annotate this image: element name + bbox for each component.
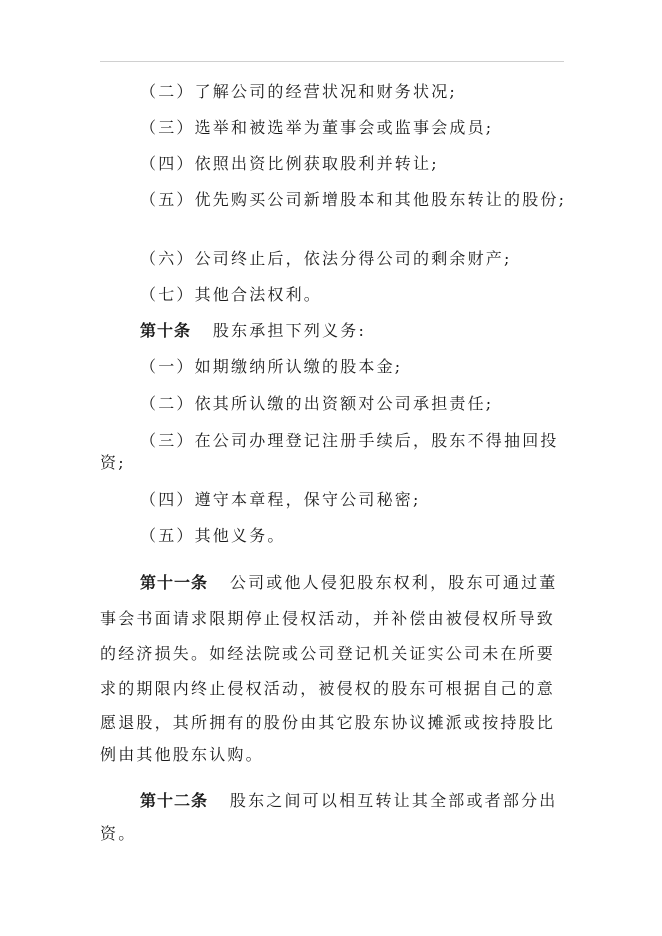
article-12-line-2: 资。 bbox=[100, 824, 137, 843]
article-11-line-3: 的经济损失。如经法院或公司登记机关证实公司未在所要 bbox=[100, 644, 556, 663]
duty-item-4: （四）遵守本章程，保守公司秘密; bbox=[140, 490, 421, 509]
duty-item-3: （三）在公司办理登记注册手续后，股东不得抽回投 bbox=[140, 431, 559, 450]
right-item-7: （七）其他合法权利。 bbox=[140, 285, 323, 304]
article-10-text: 股东承担下列义务: bbox=[212, 321, 367, 340]
right-item-4: （四）依照出资比例获取股利并转让; bbox=[140, 154, 439, 173]
article-12-heading: 第十二条 bbox=[140, 791, 209, 810]
article-11-first-line bbox=[140, 573, 557, 593]
duty-item-5: （五）其他义务。 bbox=[140, 526, 286, 545]
duty-item-3-cont: 资; bbox=[100, 453, 126, 472]
article-11-heading: 第十一条 bbox=[140, 573, 209, 592]
article-10-paragraph bbox=[140, 321, 366, 341]
article-12-line-1: 股东之间可以相互转让其全部或者部分出 bbox=[229, 791, 558, 810]
header-rule bbox=[100, 61, 564, 62]
article-11-line-4: 求的期限内终止侵权活动，被侵权的股东可根据自己的意 bbox=[100, 679, 556, 698]
article-11-line-6: 例由其他股东认购。 bbox=[100, 745, 264, 764]
duty-item-2: （二）依其所认缴的出资额对公司承担责任; bbox=[140, 394, 494, 413]
article-11-line-1: 公司或他人侵犯股东权利，股东可通过董 bbox=[229, 573, 558, 592]
article-11-line-2: 事会书面请求限期停止侵权活动，并补偿由被侵权所导致 bbox=[100, 609, 556, 628]
article-12-first-line bbox=[140, 791, 557, 811]
right-item-2: （二）了解公司的经营状况和财务状况; bbox=[140, 82, 457, 101]
right-item-6: （六）公司终止后，依法分得公司的剩余财产; bbox=[140, 249, 512, 268]
right-item-3: （三）选举和被选举为董事会或监事会成员; bbox=[140, 118, 494, 137]
duty-item-1: （一）如期缴纳所认缴的股本金; bbox=[140, 357, 403, 376]
article-10-heading: 第十条 bbox=[140, 321, 192, 340]
right-item-5: （五）优先购买公司新增股本和其他股东转让的股份; bbox=[140, 190, 567, 209]
article-11-line-5: 愿退股，其所拥有的股份由其它股东协议摊派或按持股比 bbox=[100, 713, 556, 732]
